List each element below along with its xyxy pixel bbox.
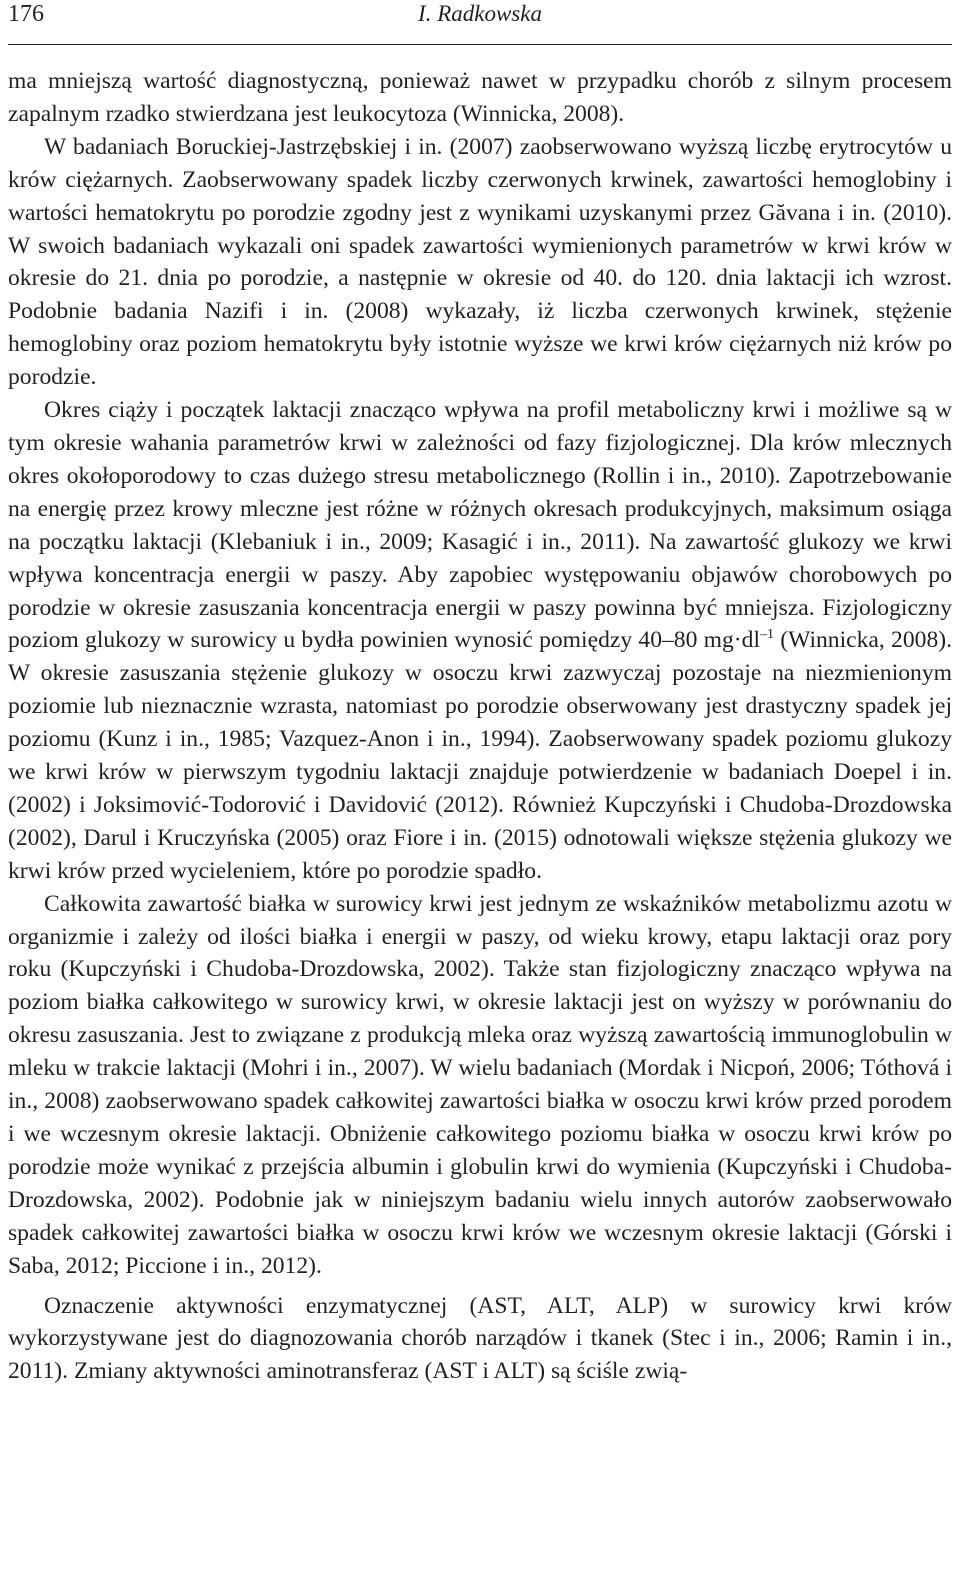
page-number: 176 <box>8 1 44 27</box>
running-author: I. Radkowska <box>418 1 542 26</box>
paragraph-glucose-text-a: Okres ciąży i początek laktacji znacząco wpływa na profil metaboliczny krwi i możliwe są w tym okresie wahania parametrów krwi w zależności od fazy fizjologicznej. Dla krów mlecznych okres okołoporodowy to czas dużego stresu metabolicznego (Rollin i in., 2010). Zapotrzebowanie na energię przez krowy mleczne jest różne w różnych okresach produkcyjnych, maksimum osiąga na początku laktacji (Klebaniuk i in., 2009; Kasagić i in., 2011). Na zawartość glukozy we krwi wpływa koncentracja energii w paszy. Aby zapobiec występowaniu objawów chorobowych po porodzie w okresie zasuszania koncentracja energii w paszy powinna być mniejsza. Fizjologiczny poziom glukozy w surowicy u bydła powinien wynosić pomiędzy 40–80 mg·dl <box>8 397 952 654</box>
unit-exponent: –1 <box>760 627 774 643</box>
paragraph-glucose-text-b: (Winnicka, 2008). W okresie zasuszania stężenie glukozy w osoczu krwi zazwyczaj pozostaje na niezmienionym poziomie lub nieznacznie wzrasta, natomiast po porodzie obserwowany jest drastyczny spadek jej poziomu (Kunz i in., 1985; Vazquez-Anon i in., 1994). Zaobserwowany spadek poziomu glukozy we krwi krów w pierwszym tygodniu laktacji znajduje potwierdzenie w badaniach Doepel i in. (2002) i Joksimović-Todorović i Davidović (2012). Również Kupczyński i Chudoba-⁠Drozdowska (2002), Darul i Kruczyńska (2005) oraz Fiore i in. (2015) odnotowali większe stężenia glukozy we krwi krów przed wycieleniem, które po porodzie spadło. <box>8 627 952 884</box>
paragraph-enzymes: Oznaczenie aktywności enzymatycznej (AST, ALT, ALP) w surowicy krwi krów wykorzystywane jest do diagnozowania chorób narządów i tkanek (Stec i in., 2006; Ramin i in., 2011). Zmiany aktywności aminotransferaz (AST i ALT) są ściśle zwią- <box>8 1292 952 1385</box>
body-text <box>8 65 952 1388</box>
running-header <box>8 0 952 45</box>
paragraph-continuation: ma mniejszą wartość diagnostyczną, ponieważ nawet w przypadku chorób z silnym procesem zapalnym rzadko stwierdzana jest leukocytoza (Winnicka, 2008). <box>8 68 952 127</box>
paragraph-erythrocytes: W badaniach Boruckiej-Jastrzębskiej i in. (2007) zaobserwowano wyższą liczbę erytrocytów u krów ciężarnych. Zaobserwowany spadek liczby czerwonych krwinek, zawartości hemoglobiny i wartości hematokrytu po porodzie zgodny jest z wynikami uzyskanymi przez Găvana i in. (2010). W swoich badaniach wykazali oni spadek zawartości wymienionych parametrów w krwi krów w okresie do 21. dnia po porodzie, a następnie w okresie od 40. do 120. dnia laktacji ich wzrost. Podobnie badania Nazifi i in. (2008) wykazały, iż liczba czerwonych krwinek, stężenie hemoglobiny oraz poziom hematokrytu były istotnie wyższe we krwi krów ciężarnych niż krów po porodzie. <box>8 133 952 391</box>
paragraph-protein: Całkowita zawartość białka w surowicy krwi jest jednym ze wskaźników metabolizmu azotu w organizmie i zależy od ilości białka i energii w paszy, od wieku krowy, etapu laktacji oraz pory roku (Kupczyński i Chudoba-Drozdowska, 2002). Także stan fizjologiczny znacząco wpływa na poziom białka całkowitego w surowicy krwi, w okresie laktacji jest on wyższy w porównaniu do okresu zasuszania. Jest to związane z produkcją mleka oraz wyższą zawartością immunoglobulin w mleku w trakcie laktacji (Mohri i in., 2007). W wielu badaniach (Mordak i Nicpoń, 2006; Tóthová i in., 2008) zaobserwowano spadek całkowitej zawartości białka w osoczu krwi krów przed porodem i we wczesnym okresie laktacji. Obniżenie całkowitego poziomu białka w osoczu krwi krów po porodzie może wynikać z przejścia albumin i globulin krwi do wymienia (Kupczyński i Chudoba-Drozdowska, 2002). Podobnie jak w niniejszym badaniu wielu innych autorów zaobserwowało spadek całkowitej zawartości białka w osoczu krwi krów we wczesnym okresie laktacji (Górski i Saba, 2012; Piccione i in., 2012). <box>8 890 952 1279</box>
paragraph-glucose <box>8 394 952 888</box>
